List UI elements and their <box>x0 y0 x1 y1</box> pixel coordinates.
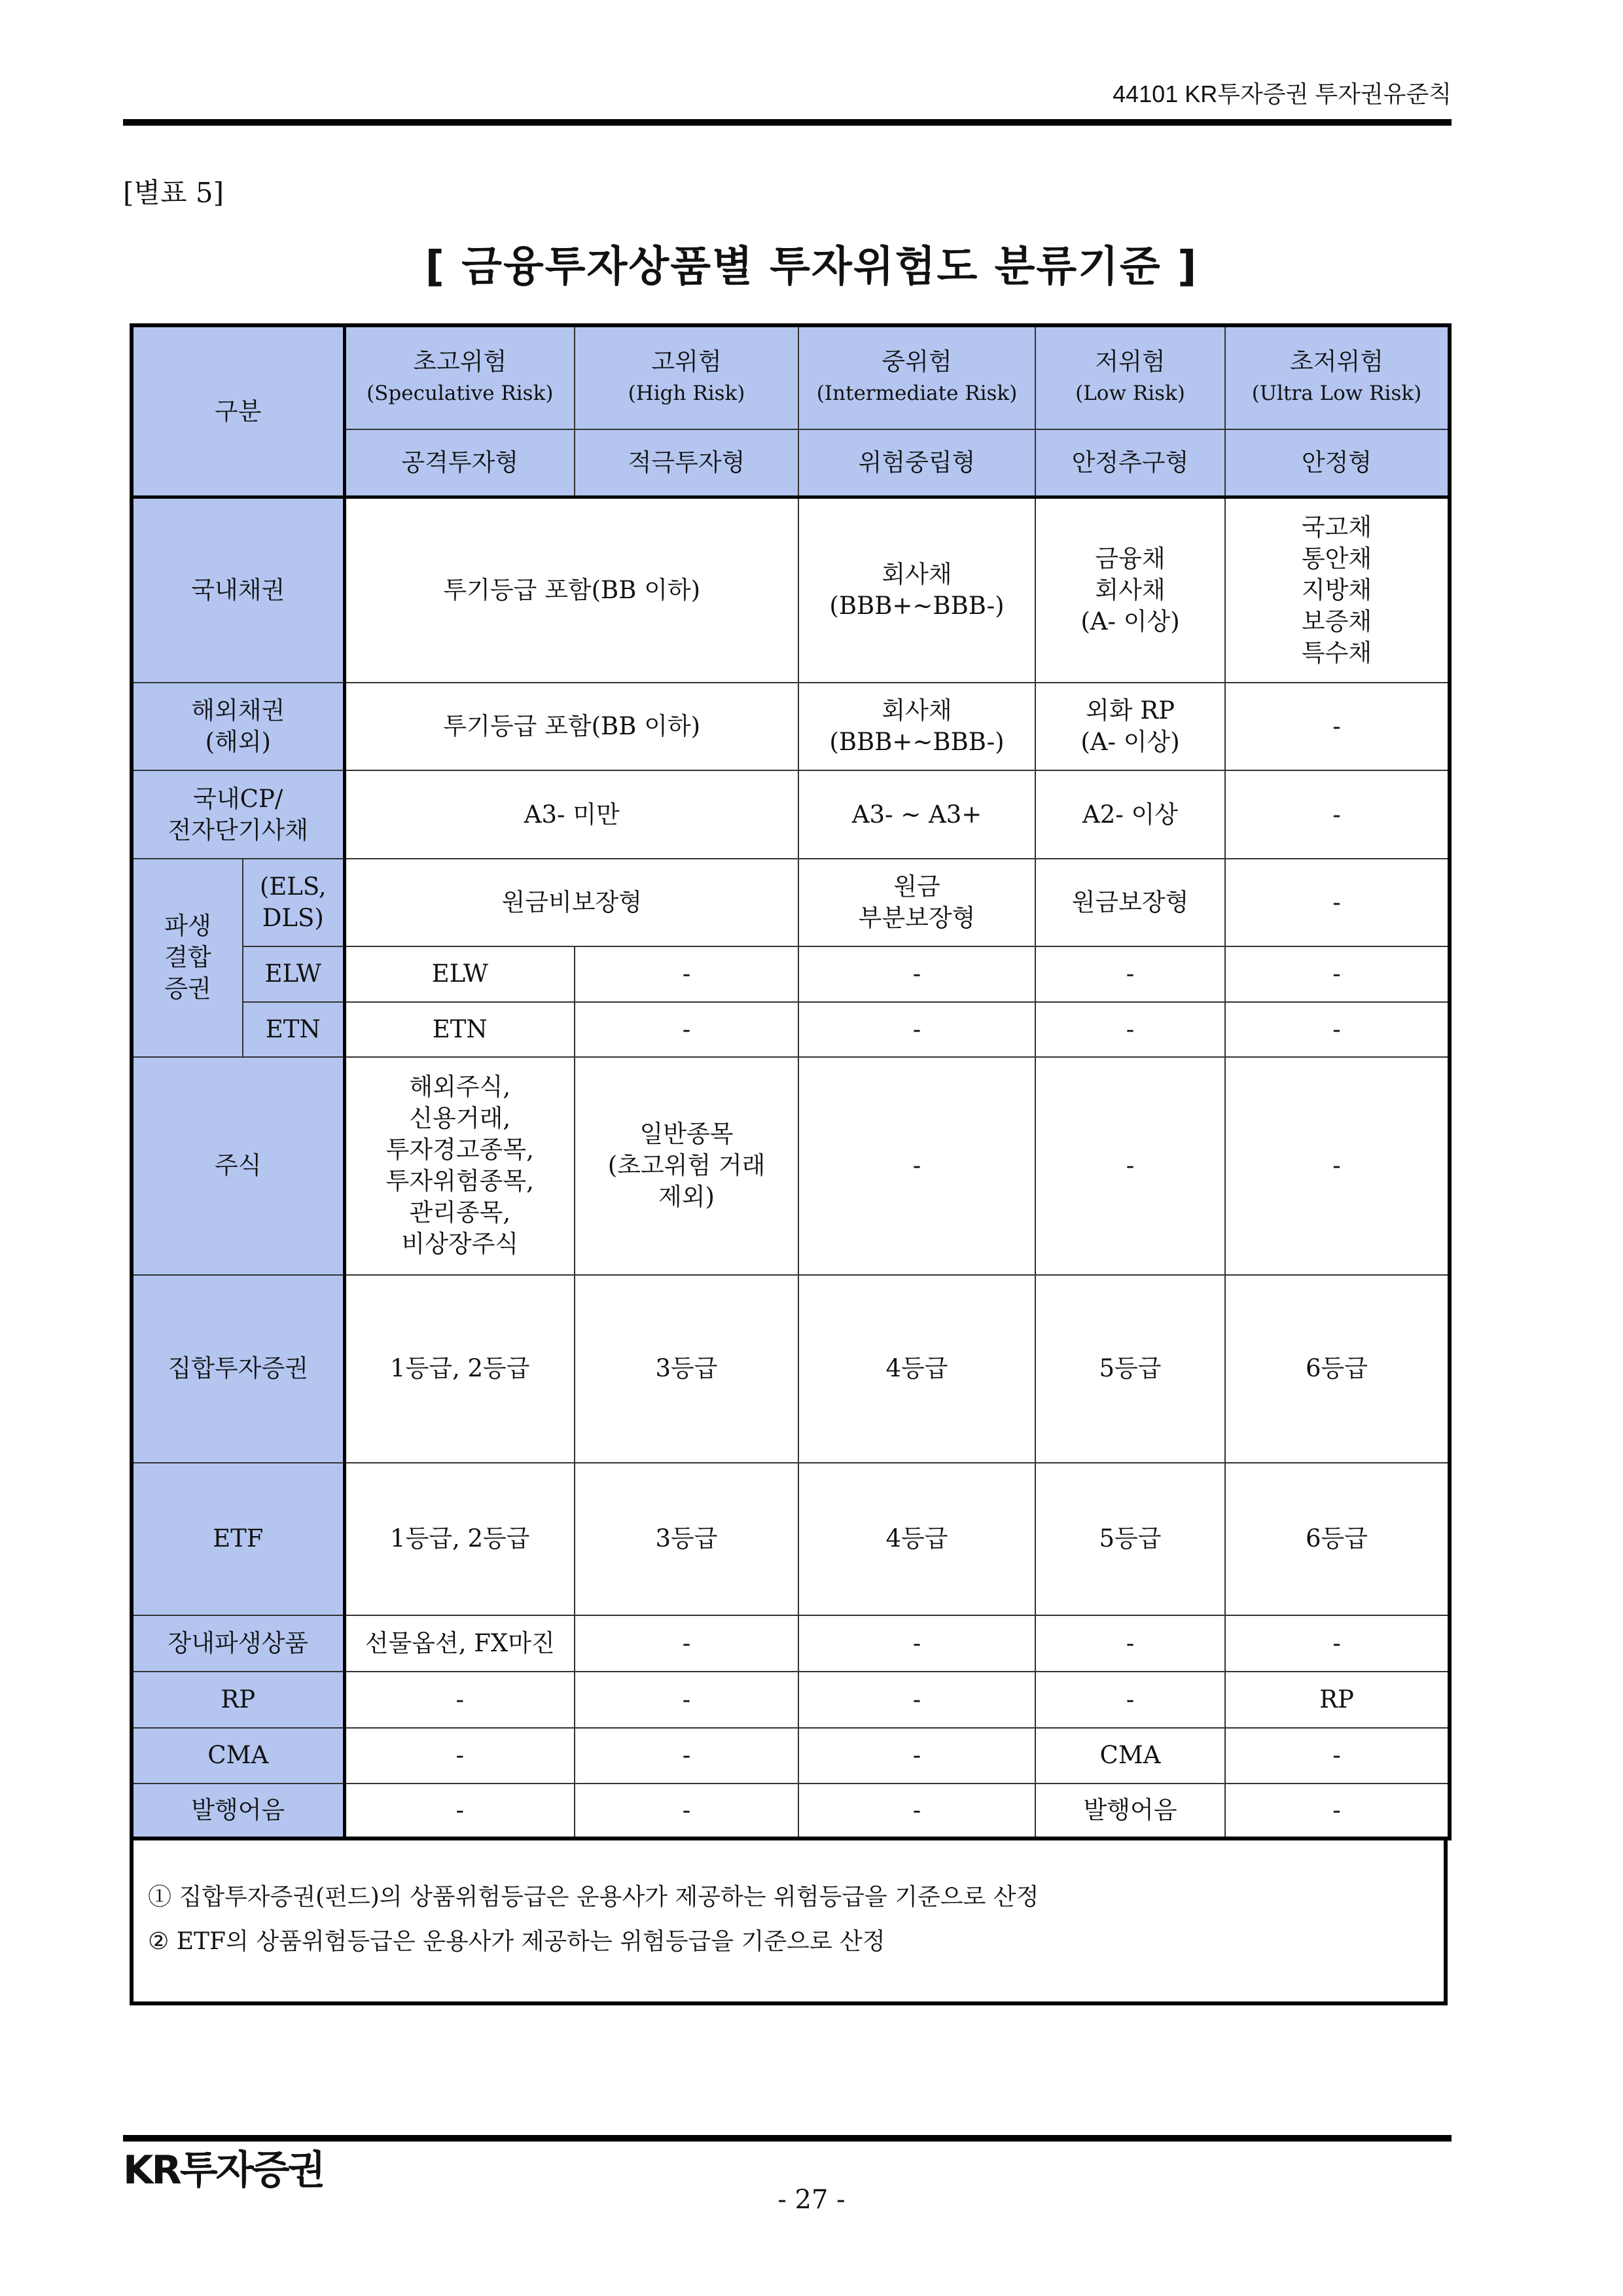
cell-line: 관리종목, <box>409 1198 511 1227</box>
row-sublabel-els-dls <box>243 859 344 946</box>
cell-etn-high: - <box>575 1002 798 1057</box>
row-label-cma: CMA <box>132 1728 344 1783</box>
level-ko: 초고위험 <box>413 348 507 376</box>
cell-cma-speculative: - <box>344 1728 575 1783</box>
cell-stock-intermediate: - <box>798 1057 1035 1275</box>
cell-elw-speculative: ELW <box>344 946 575 1001</box>
cell-fund-ultra-low: 6등급 <box>1225 1275 1450 1463</box>
level-ko: 중위험 <box>882 348 952 376</box>
cell-etf-high: 3등급 <box>575 1463 798 1615</box>
label-line: 해외채권 <box>191 696 285 725</box>
cell-etn-intermediate: - <box>798 1002 1035 1057</box>
row-label-exchange-derivatives: 장내파생상품 <box>132 1615 344 1672</box>
cell-elw-ultra-low: - <box>1225 946 1450 1001</box>
cell-line: 신용거래, <box>409 1104 511 1133</box>
cell-exchange-deriv-intermediate: - <box>798 1615 1035 1672</box>
cell-etf-speculative: 1등급, 2등급 <box>344 1463 575 1615</box>
cell-fund-intermediate: 4등급 <box>798 1275 1035 1463</box>
label-line: (ELS, <box>259 872 327 901</box>
level-en: (Ultra Low Risk) <box>1251 382 1422 406</box>
cell-domestic-bond-low <box>1035 497 1225 683</box>
cell-foreign-bond-ultra-low: - <box>1225 683 1450 770</box>
cell-stock-low: - <box>1035 1057 1225 1275</box>
cell-domestic-bond-speculative-high: 투기등급 포함(BB 이하) <box>344 497 798 683</box>
page-title: [ 금융투자상품별 투자위험도 분류기준 ] <box>425 243 1198 291</box>
cell-stock-ultra-low: - <box>1225 1057 1450 1275</box>
cell-elw-intermediate: - <box>798 946 1035 1001</box>
label-line: DLS) <box>262 904 324 932</box>
cell-rp-ultra-low: RP <box>1225 1672 1450 1728</box>
row-label-cp <box>132 770 344 858</box>
investor-type: 적극투자형 <box>575 429 798 497</box>
level-en: (Intermediate Risk) <box>816 382 1018 406</box>
cell-fund-low: 5등급 <box>1035 1275 1225 1463</box>
label-line: 전자단기사채 <box>168 816 308 844</box>
cell-line: (BBB+~BBB-) <box>829 728 1005 757</box>
cell-els-speculative-high: 원금비보장형 <box>344 859 798 946</box>
cell-line: (초고위험 거래 <box>607 1151 766 1180</box>
cell-els-ultra-low: - <box>1225 859 1450 946</box>
cell-domestic-bond-ultra-low <box>1225 497 1450 683</box>
cell-etn-low: - <box>1035 1002 1225 1057</box>
row-label-stock: 주식 <box>132 1057 344 1275</box>
header-rule <box>123 119 1452 126</box>
notes-box <box>130 1839 1448 2005</box>
cell-elw-high: - <box>575 946 798 1001</box>
cell-bill-intermediate: - <box>798 1784 1035 1839</box>
cell-exchange-deriv-ultra-low: - <box>1225 1615 1450 1672</box>
cell-cma-ultra-low: - <box>1225 1728 1450 1783</box>
cell-line: 일반종목 <box>639 1120 734 1149</box>
cell-line: (A- 이상) <box>1080 728 1180 757</box>
investor-type: 위험중립형 <box>798 429 1035 497</box>
investor-type: 공격투자형 <box>344 429 575 497</box>
cell-cp-low: A2- 이상 <box>1035 770 1225 858</box>
level-header <box>1035 325 1225 429</box>
cell-line: (A- 이상) <box>1080 607 1180 636</box>
cell-domestic-bond-intermediate <box>798 497 1035 683</box>
row-label-fund: 집합투자증권 <box>132 1275 344 1463</box>
footer-logo: KR투자증권 <box>123 2147 324 2193</box>
appendix-label: [별표 5] <box>123 177 224 209</box>
cell-etf-intermediate: 4등급 <box>798 1463 1035 1615</box>
cell-bill-ultra-low: - <box>1225 1784 1450 1839</box>
level-header <box>1225 325 1450 429</box>
cell-bill-high: - <box>575 1784 798 1839</box>
cell-foreign-bond-speculative-high: 투기등급 포함(BB 이하) <box>344 683 798 770</box>
cell-line: 보증채 <box>1301 607 1372 636</box>
note-1: ① 집합투자증권(펀드)의 상품위험등급은 운용사가 제공하는 위험등급을 기준으로 산정 <box>148 1884 1039 1910</box>
cell-line: 특수채 <box>1301 639 1372 668</box>
row-sublabel-etn: ETN <box>243 1002 344 1057</box>
cell-etn-ultra-low: - <box>1225 1002 1450 1057</box>
cell-line: 금융채 <box>1095 545 1166 573</box>
cell-fund-high: 3등급 <box>575 1275 798 1463</box>
note-2: ② ETF의 상품위험등급은 운용사가 제공하는 위험등급을 기준으로 산정 <box>148 1928 885 1955</box>
level-en: (High Risk) <box>628 382 745 406</box>
row-label-issued-note: 발행어음 <box>132 1784 344 1839</box>
level-ko: 고위험 <box>651 348 722 376</box>
level-en: (Low Risk) <box>1075 382 1185 406</box>
cell-exchange-deriv-speculative: 선물옵션, FX마진 <box>344 1615 575 1672</box>
cell-line: 회사채 <box>882 696 952 725</box>
label-line: 결합 <box>164 943 211 972</box>
cell-els-intermediate <box>798 859 1035 946</box>
row-label-foreign-bond <box>132 683 344 770</box>
level-header <box>798 325 1035 429</box>
row-label-etf: ETF <box>132 1463 344 1615</box>
cell-foreign-bond-intermediate <box>798 683 1035 770</box>
cell-stock-speculative <box>344 1057 575 1275</box>
label-line: 증권 <box>164 975 211 1003</box>
cell-line: 원금 <box>893 872 940 901</box>
cell-line: 국고채 <box>1301 513 1372 542</box>
cell-line: 제외) <box>658 1183 715 1211</box>
doc-code: 44101 KR투자증권 투자권유준칙 <box>1113 81 1452 107</box>
cell-rp-speculative: - <box>344 1672 575 1728</box>
row-label-rp: RP <box>132 1672 344 1728</box>
cell-stock-high <box>575 1057 798 1275</box>
risk-classification-table <box>130 323 1448 1840</box>
cell-line: 통안채 <box>1301 545 1372 573</box>
cell-bill-speculative: - <box>344 1784 575 1839</box>
level-header <box>344 325 575 429</box>
level-en: (Speculative Risk) <box>366 382 554 406</box>
cell-etf-low: 5등급 <box>1035 1463 1225 1615</box>
cell-cp-speculative-high: A3- 미만 <box>344 770 798 858</box>
cell-rp-high: - <box>575 1672 798 1728</box>
cell-line: 회사채 <box>1095 576 1166 605</box>
row-label-derivative <box>132 859 243 1057</box>
level-ko: 저위험 <box>1095 348 1166 376</box>
cell-rp-intermediate: - <box>798 1672 1035 1728</box>
cell-exchange-deriv-high: - <box>575 1615 798 1672</box>
cell-line: 외화 RP <box>1086 696 1175 725</box>
cell-els-low: 원금보장형 <box>1035 859 1225 946</box>
label-line: (해외) <box>205 728 271 757</box>
cell-bill-low: 발행어음 <box>1035 1784 1225 1839</box>
cell-line: 투자위험종목, <box>385 1167 534 1196</box>
investor-type: 안정형 <box>1225 429 1450 497</box>
cell-line: 비상장주식 <box>401 1230 519 1259</box>
corner-header: 구분 <box>132 325 344 497</box>
cell-cp-intermediate: A3- ~ A3+ <box>798 770 1035 858</box>
cell-etf-ultra-low: 6등급 <box>1225 1463 1450 1615</box>
cell-etn-speculative: ETN <box>344 1002 575 1057</box>
cell-line: 투자경고종목, <box>385 1136 534 1164</box>
cell-line: 부분보장형 <box>858 904 976 932</box>
page-number: - 27 - <box>777 2185 846 2215</box>
cell-line: 회사채 <box>882 560 952 589</box>
row-sublabel-elw: ELW <box>243 946 344 1001</box>
level-header <box>575 325 798 429</box>
level-ko: 초저위험 <box>1290 348 1383 376</box>
cell-rp-low: - <box>1035 1672 1225 1728</box>
cell-line: 해외주식, <box>409 1073 511 1102</box>
cell-cma-high: - <box>575 1728 798 1783</box>
cell-fund-speculative: 1등급, 2등급 <box>344 1275 575 1463</box>
cell-foreign-bond-low <box>1035 683 1225 770</box>
cell-exchange-deriv-low: - <box>1035 1615 1225 1672</box>
cell-line: 지방채 <box>1301 576 1372 605</box>
cell-cma-low: CMA <box>1035 1728 1225 1783</box>
cell-line: (BBB+~BBB-) <box>829 592 1005 620</box>
label-line: 국내CP/ <box>193 784 283 813</box>
row-label-domestic-bond: 국내채권 <box>132 497 344 683</box>
cell-cma-intermediate: - <box>798 1728 1035 1783</box>
label-line: 파생 <box>164 912 211 941</box>
investor-type: 안정추구형 <box>1035 429 1225 497</box>
cell-cp-ultra-low: - <box>1225 770 1450 858</box>
cell-elw-low: - <box>1035 946 1225 1001</box>
